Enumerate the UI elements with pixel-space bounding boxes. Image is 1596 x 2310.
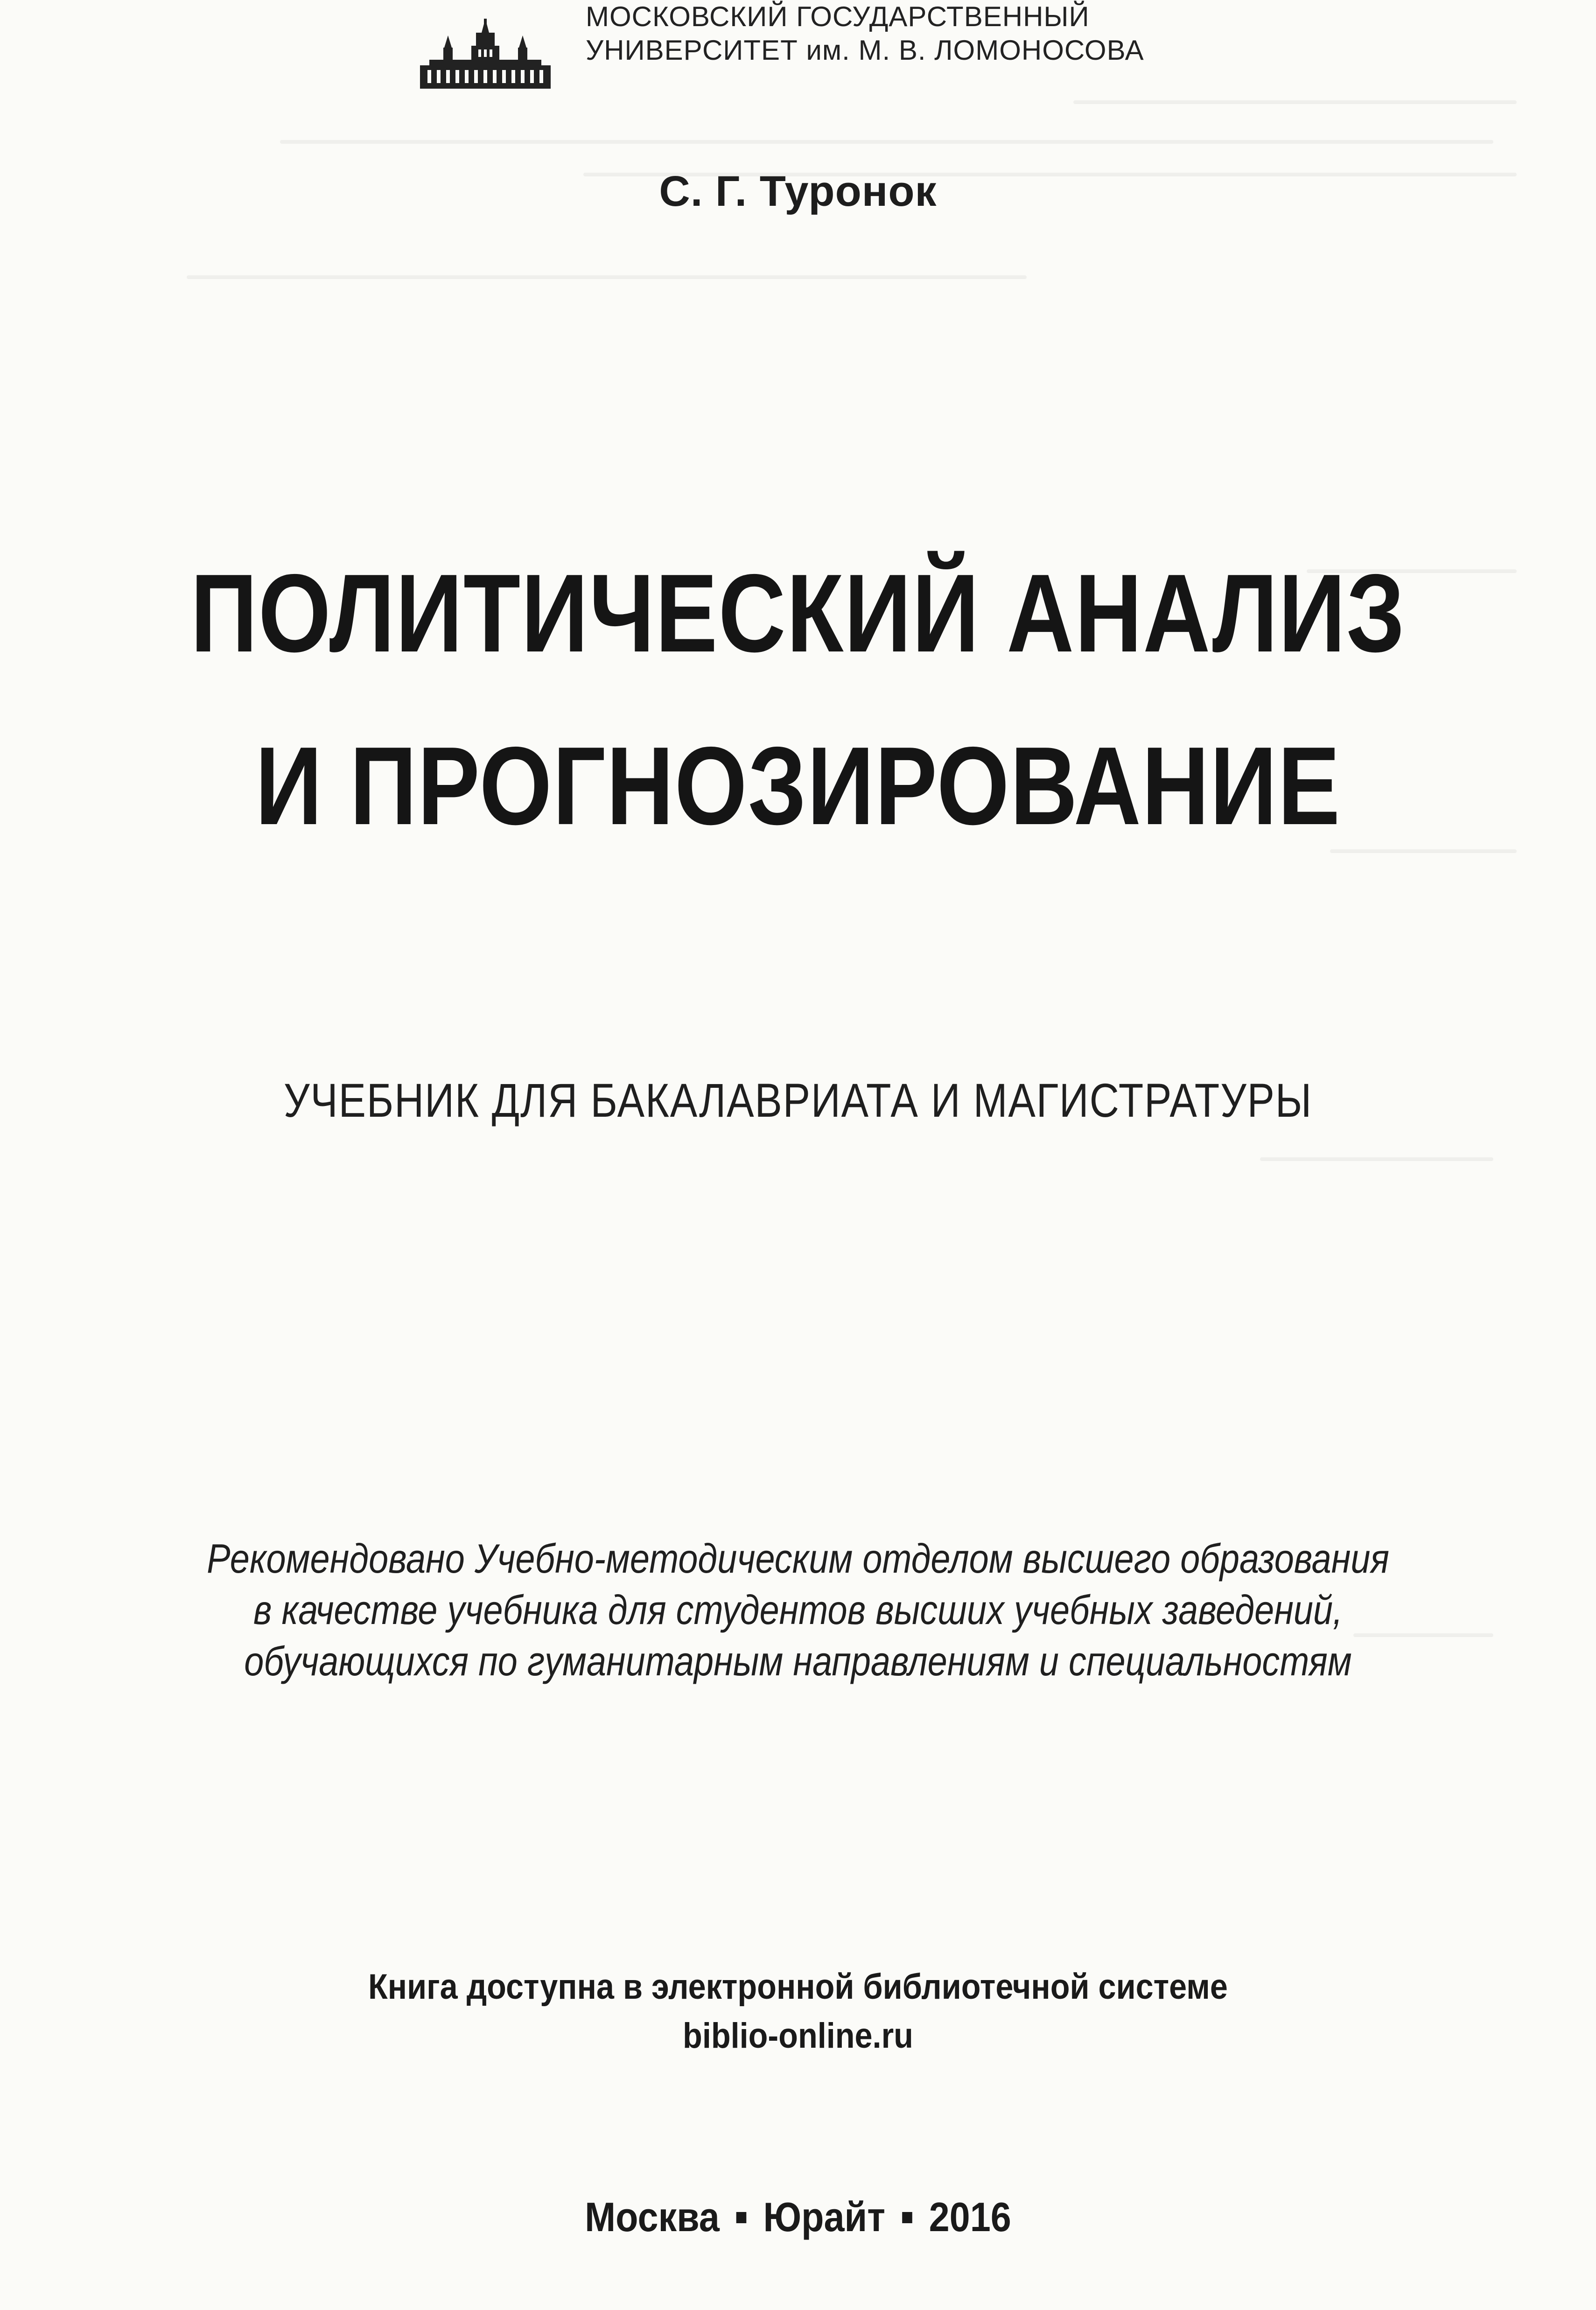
imprint-publisher: Юрайт (763, 2194, 886, 2240)
availability-url: biblio-online.ru (683, 2016, 913, 2056)
square-separator-icon (902, 2212, 912, 2223)
recommendation-line2: в качестве учебника для студентов высших учебных заведений, (253, 1587, 1343, 1633)
book-title (128, 527, 1469, 873)
square-separator-icon (736, 2212, 747, 2223)
availability-note (80, 1962, 1516, 2060)
imprint-year: 2016 (929, 2194, 1011, 2240)
recommendation-line3: обучающихся по гуманитарным направлениям и специальностям (244, 1638, 1352, 1684)
recommendation-note (112, 1533, 1484, 1687)
recommendation-line1: Рекомендовано Учебно-методическим отделом высшего образования (207, 1535, 1389, 1582)
university-name (586, 0, 1239, 67)
university-name-line2: УНИВЕРСИТЕТ им. М. В. ЛОМОНОСОВА (586, 35, 1144, 66)
bleed-through-line (280, 140, 1493, 144)
bleed-through-line (1260, 1157, 1493, 1161)
author-name: С. Г. Туронок (659, 168, 937, 215)
bleed-through-line (187, 275, 1027, 279)
university-header (420, 0, 1213, 93)
bleed-through-line (1073, 100, 1517, 104)
university-name-line1: МОСКОВСКИЙ ГОСУДАРСТВЕННЫЙ (586, 1, 1090, 32)
imprint-line (80, 2193, 1516, 2241)
book-subtitle: УЧЕБНИК ДЛЯ БАКАЛАВРИАТА И МАГИСТРАТУРЫ (283, 1074, 1313, 1127)
msu-main-building-icon (420, 19, 551, 89)
availability-line1: Книга доступна в электронной библиотечной системе (368, 1967, 1228, 2007)
imprint-city: Москва (585, 2194, 720, 2240)
book-title-line2: И ПРОГНОЗИРОВАНИЕ (255, 724, 1341, 848)
book-title-line1: ПОЛИТИЧЕСКИЙ АНАЛИЗ (190, 552, 1406, 675)
